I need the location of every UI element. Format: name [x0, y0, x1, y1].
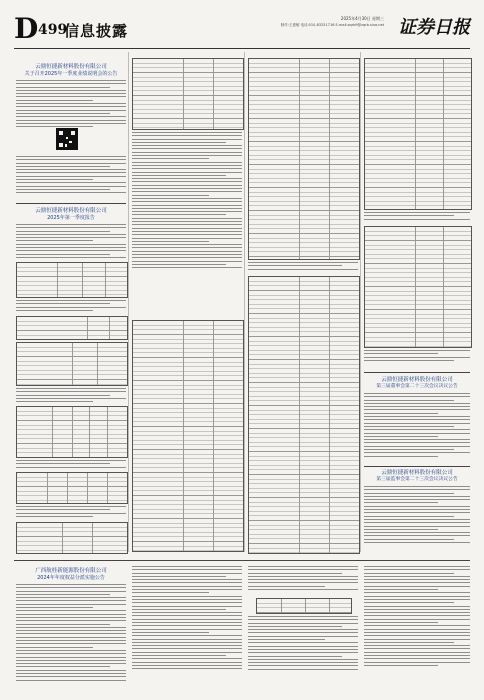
financial-table [16, 342, 128, 386]
shareholder-table [16, 406, 128, 458]
article-separator [364, 372, 470, 373]
article-5-company: 广西航桂新能源股份有限公司 [35, 568, 107, 574]
article-1-company: 云鼎恒捷新材料股份有限公司 [35, 64, 107, 70]
article-2-body-cont [16, 506, 126, 519]
editor-contact: 制作:王惠敏 电话:010-83251716 E-mail:zqrb9@zqrb.sina.net [280, 23, 384, 27]
dividend-table [256, 598, 352, 614]
financial-table [16, 262, 128, 298]
article-separator [16, 203, 126, 204]
financial-table [16, 522, 128, 554]
financial-table [16, 316, 128, 340]
article-4-body [364, 486, 470, 545]
section-title: 信息披露 [64, 22, 129, 40]
cash-flow-table [248, 276, 360, 554]
article-5-body [16, 584, 126, 683]
balance-sheet-table [132, 58, 244, 130]
column-4-body [364, 212, 470, 222]
section-letter: D [14, 12, 39, 45]
page-number: 499 [38, 22, 68, 38]
column-divider [244, 52, 245, 552]
article-1-body-cont [16, 156, 126, 196]
column-4-body [364, 350, 470, 363]
article-2-body-cont [16, 300, 126, 313]
article-1-body [16, 80, 126, 129]
article-5-headline: 2024年年度权益分派实施公告 [37, 575, 105, 581]
article-3-company: 云鼎恒捷新材料股份有限公司 [381, 377, 453, 383]
issue-date: 2025年4月30日 星期三 [340, 16, 384, 21]
article-1-headline: 关于召开2025年一季度业绩说明会的公告 [24, 71, 118, 77]
balance-table [364, 58, 472, 210]
article-3-headline: 第三届董事会第二十三次会议决议公告 [376, 384, 458, 389]
column-3-body [248, 262, 358, 272]
article-3-body [364, 393, 470, 459]
article-5-body-col3 [248, 566, 358, 592]
article-5-body-col3-cont [248, 616, 358, 672]
qr-code [56, 128, 78, 150]
financial-table [16, 472, 128, 504]
newspaper-logo: 证券日报 [398, 17, 470, 38]
section-separator [14, 560, 470, 561]
article-separator [364, 466, 470, 467]
article-5-body-col4 [364, 566, 470, 668]
article-2-headline: 2025年第一季度报告 [47, 215, 95, 221]
column-2-body [132, 132, 242, 270]
column-divider [360, 52, 361, 552]
masthead-rule [14, 48, 470, 49]
article-4-company: 云鼎恒捷新材料股份有限公司 [381, 470, 453, 476]
article-2-body [16, 224, 126, 260]
article-2-company: 云鼎恒捷新材料股份有限公司 [35, 208, 107, 214]
masthead [14, 14, 470, 44]
balance-table [364, 226, 472, 348]
article-4-headline: 第三届监事会第二十三次会议决议公告 [376, 477, 458, 482]
article-5-body-col2 [132, 566, 242, 672]
article-2-body-cont [16, 460, 126, 470]
article-2-body-cont [16, 388, 126, 404]
cash-flow-table [248, 58, 360, 260]
income-statement-table [132, 320, 244, 552]
column-divider [128, 52, 129, 552]
